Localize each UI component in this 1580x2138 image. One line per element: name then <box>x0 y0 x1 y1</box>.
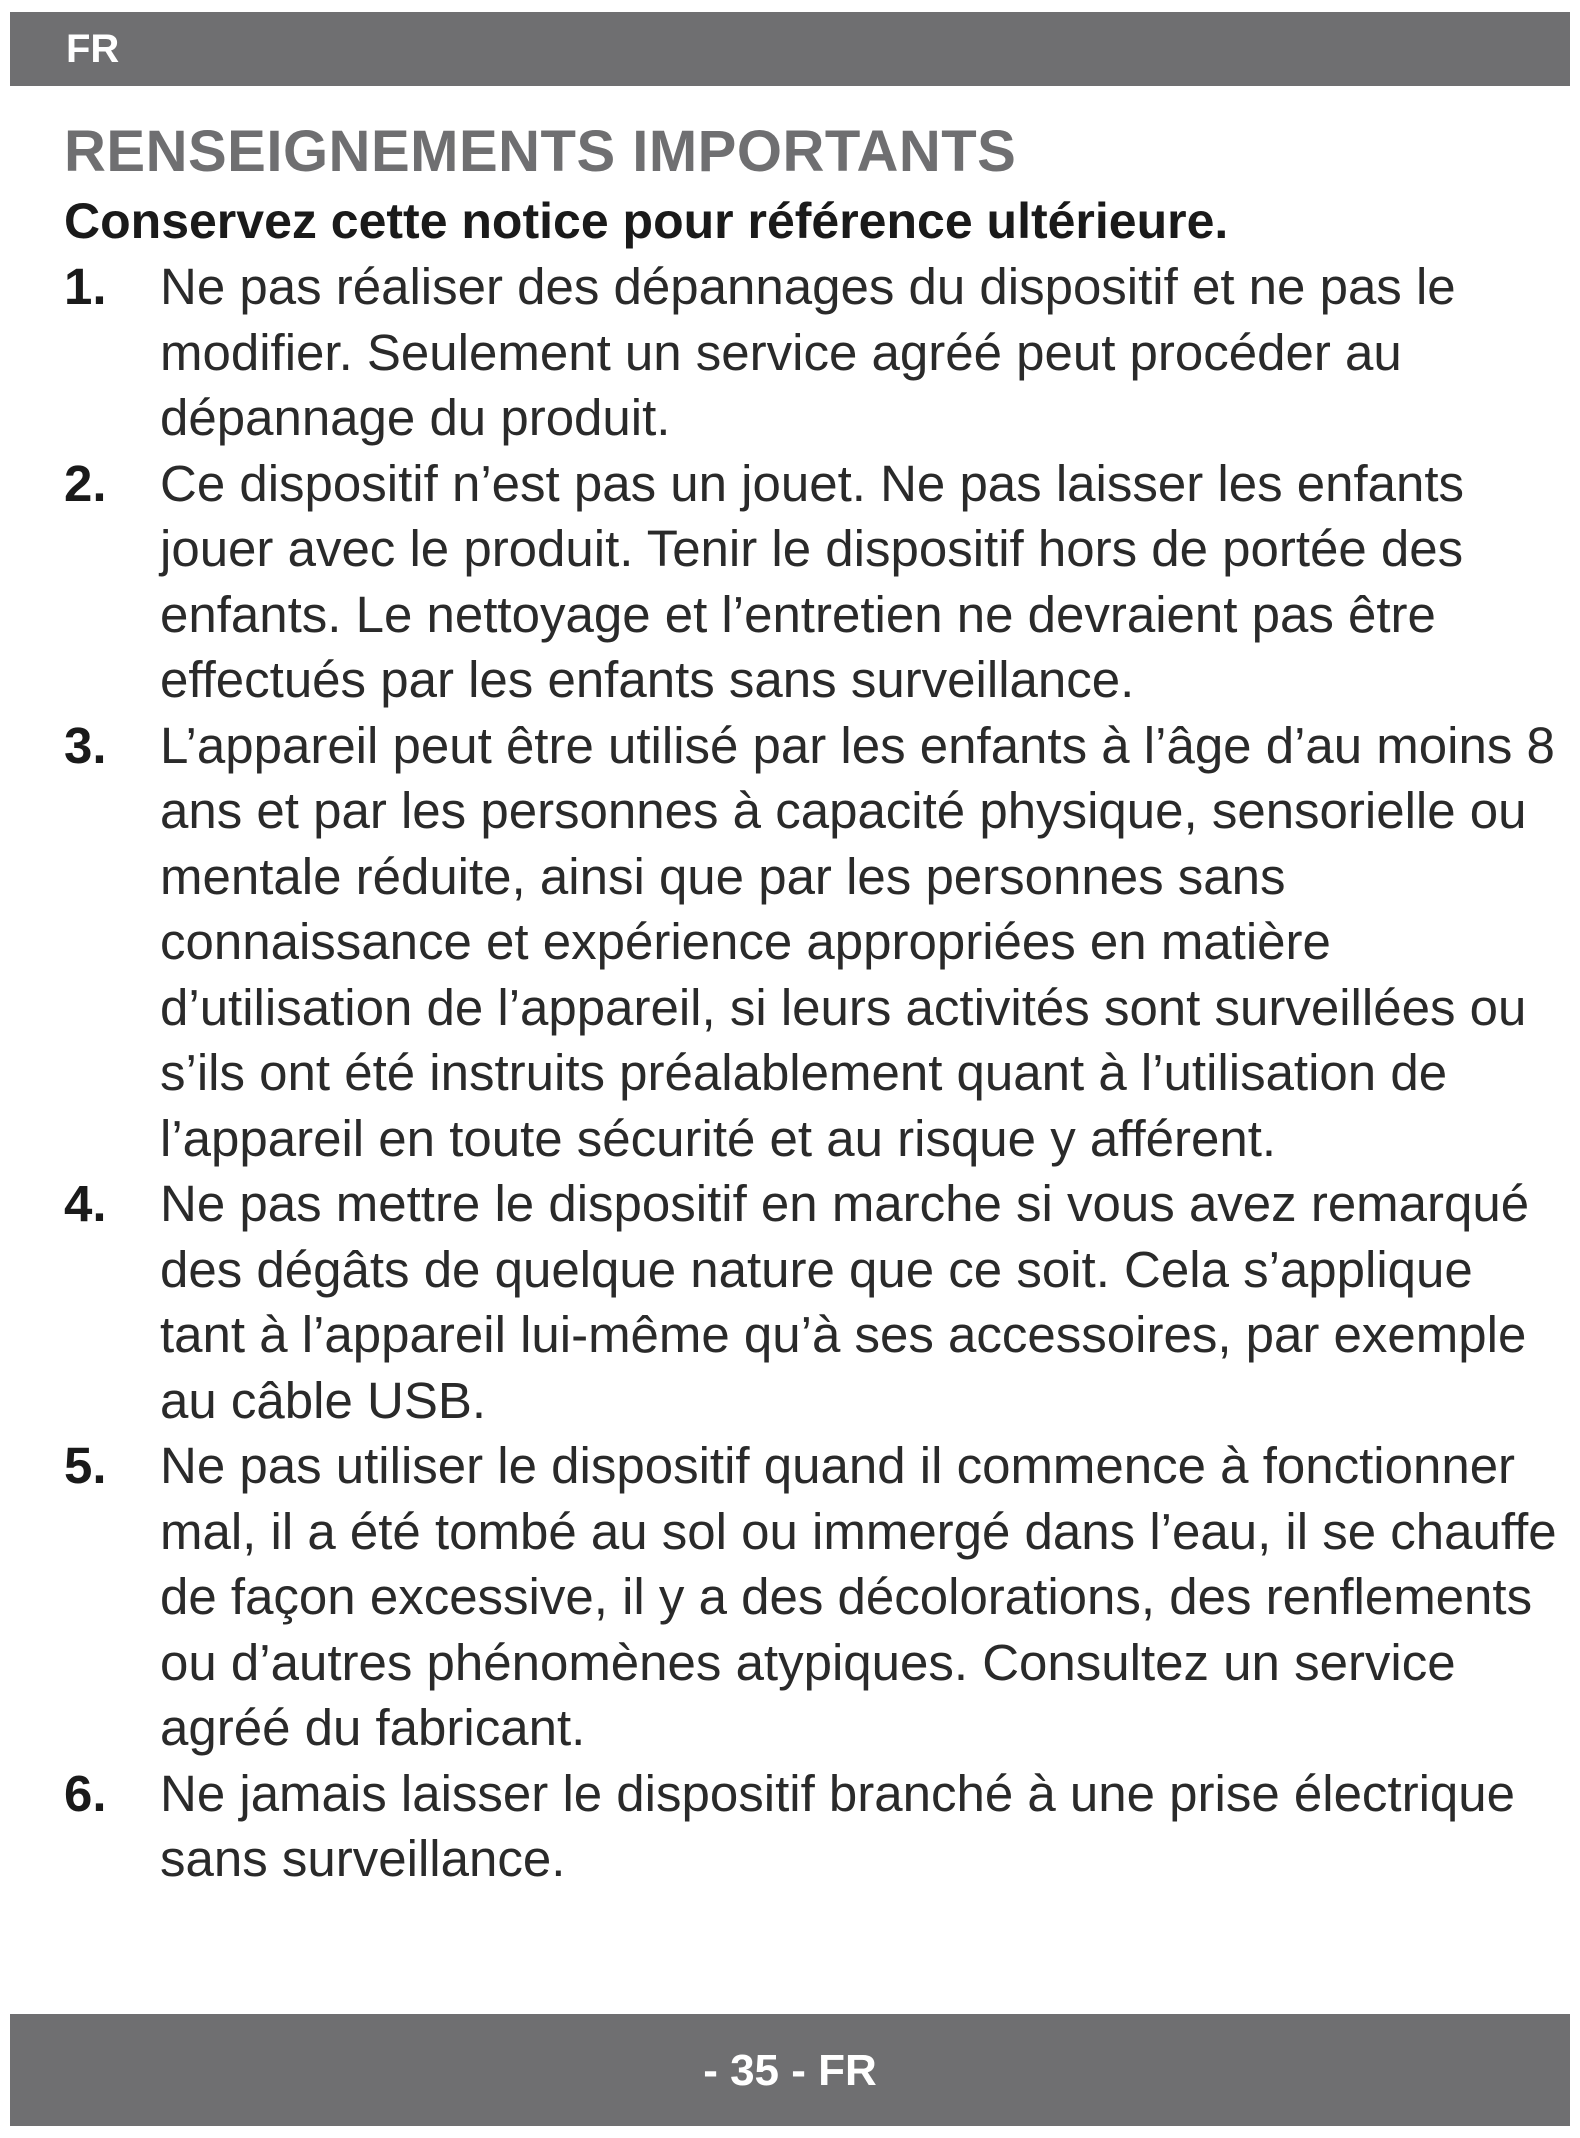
page-title: RENSEIGNEMENTS IMPORTANTS <box>64 119 1017 184</box>
item-number: 3. <box>64 716 107 774</box>
item-number: 5. <box>64 1437 107 1494</box>
language-label: FR <box>66 27 120 71</box>
item-text: Ne pas mettre le dispositif en marche si vous avez remarqué des dégâts de quelque nature que ce soit. Cela s’applique tant à l’appareil lui-même qu’à ses accessoires, par exemple au câble USB. <box>160 1175 1530 1429</box>
item-text: Ne jamais laisser le dispositif branché à une prise électrique sans surveillance. <box>160 1764 1516 1887</box>
footer-bar <box>10 2014 1570 2126</box>
item-text: Ne pas réaliser des dépannages du dispositif et ne pas le modifier. Seulement un service agréé peut procéder au dépannage du produit. <box>160 258 1456 446</box>
document-body <box>64 116 1564 1892</box>
list-item <box>64 254 1564 451</box>
safety-instructions-list <box>64 254 1564 1892</box>
item-text: L’appareil peut être utilisé par les enfants à l’âge d’au moins 8 ans et par les personnes à capacité physique, sensorielle ou mentale réduite, ainsi que par les personnes sans connaissance et expérience appropriées en matière d’utilisation de l’appareil, si leurs activités sont surveillées ou s’ils ont été instruits préalablement quant à l’utilisation de l’appareil en toute sécurité et au risque y afférent. <box>160 716 1555 1167</box>
list-item <box>64 1761 1564 1892</box>
item-text: Ce dispositif n’est pas un jouet. Ne pas laisser les enfants jouer avec le produit. Tenir le dispositif hors de portée des enfants. Le nettoyage et l’entretien ne devraient pas être effectués par les enfants sans surveillance. <box>160 454 1465 708</box>
list-item <box>64 451 1564 713</box>
item-number: 2. <box>64 454 107 512</box>
list-item <box>64 1171 1564 1433</box>
item-text: Ne pas utiliser le dispositif quand il commence à fonctionner mal, il a été tombé au sol ou immergé dans l’eau, il se chauffe de façon excessive, il y a des décolorations, des renflements ou d’autres phénomènes atypiques. Consultez un service agréé du fabricant. <box>160 1437 1557 1756</box>
list-item <box>64 713 1564 1172</box>
page-number: - 35 - FR <box>703 2046 877 2095</box>
page-subtitle: Conservez cette notice pour référence ultérieure. <box>64 193 1229 249</box>
list-item <box>64 1433 1564 1761</box>
item-number: 1. <box>64 258 107 315</box>
header-bar <box>10 12 1570 86</box>
item-number: 6. <box>64 1764 107 1822</box>
item-number: 4. <box>64 1175 107 1232</box>
